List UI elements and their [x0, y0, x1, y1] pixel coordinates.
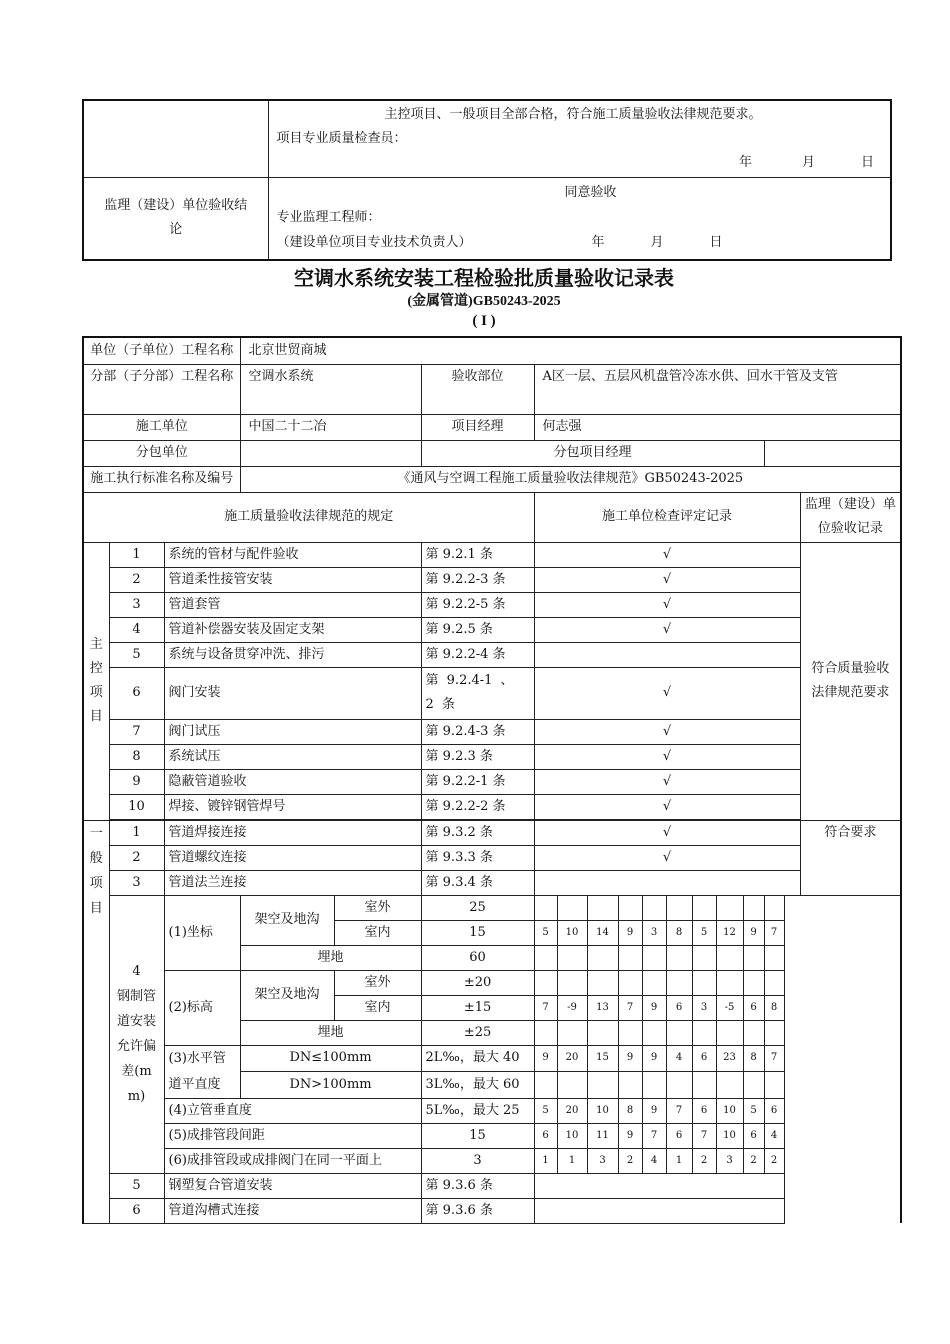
vertical-measure: 7 [666, 1098, 692, 1123]
straight-measure: 8 [743, 1045, 764, 1072]
general-row-no: 1 [109, 820, 164, 845]
spacing-measure: 4 [764, 1123, 784, 1148]
spacing-measure: 7 [692, 1123, 716, 1148]
elev-outdoor-label: 室外 [334, 970, 421, 995]
spacing-measure: 11 [587, 1123, 618, 1148]
measure-cell [534, 970, 557, 995]
coord-measure: 14 [587, 920, 618, 945]
main-row-clause: 第 9.2.2-5 条 [421, 592, 534, 617]
dn-large-tol: 3L‰，最大 60 [421, 1072, 534, 1099]
top-conclusion-table [82, 99, 892, 261]
measure-cell [666, 1072, 692, 1099]
general-row-no: 6 [109, 1198, 164, 1223]
measure-cell [534, 1072, 557, 1099]
general-row-clause: 第 9.3.6 条 [421, 1173, 534, 1198]
general-row-name: 管道螺纹连接 [164, 845, 421, 870]
elev-measure: 6 [666, 995, 692, 1020]
main-row-no: 7 [109, 719, 164, 744]
elev-measure: 7 [534, 995, 557, 1020]
main-row-name: 管道套管 [164, 592, 421, 617]
straight-label: (3)水平管道平直度 [164, 1045, 240, 1098]
general-row-no: 2 [109, 845, 164, 870]
straight-measure: 4 [666, 1045, 692, 1072]
top-empty-cell [83, 100, 268, 178]
measure-cell [716, 1020, 743, 1045]
measure-cell [666, 970, 692, 995]
elev-measure: -9 [557, 995, 587, 1020]
measure-cell [692, 895, 716, 920]
measure-cell [557, 945, 587, 970]
general-row-check [534, 1198, 784, 1223]
coord-measure: 12 [716, 920, 743, 945]
general-row-clause: 第 9.3.3 条 [421, 845, 534, 870]
plane-measure: 2 [764, 1148, 784, 1173]
elev-measure: 9 [642, 995, 666, 1020]
coord-measure: 8 [666, 920, 692, 945]
main-row-no: 10 [109, 794, 164, 819]
measure-cell [692, 970, 716, 995]
measure-cell [716, 970, 743, 995]
elev-measure: 8 [764, 995, 784, 1020]
plane-tol: 3 [421, 1148, 534, 1173]
elev-measure: 3 [692, 995, 716, 1020]
elev-buried-tol: ±25 [421, 1020, 534, 1045]
plane-measure: 1 [534, 1148, 557, 1173]
coord-outdoor-label: 室外 [334, 895, 421, 920]
spacing-measure: 6 [743, 1123, 764, 1148]
main-row-clause: 第 9.2.2-2 条 [421, 794, 534, 819]
plane-label: (6)成排管段或成排阀门在同一平面上 [164, 1148, 421, 1173]
measure-cell [692, 945, 716, 970]
plane-measure: 3 [716, 1148, 743, 1173]
plane-measure: 2 [692, 1148, 716, 1173]
measure-cell [534, 945, 557, 970]
general-row-check: √ [534, 845, 800, 870]
spacing-measure: 10 [716, 1123, 743, 1148]
main-row-name: 阀门安装 [164, 667, 421, 719]
general-row-no: 3 [109, 870, 164, 895]
general-row-no: 5 [109, 1173, 164, 1198]
plane-measure: 4 [642, 1148, 666, 1173]
elev-measure: 7 [618, 995, 642, 1020]
general-row-name: 钢塑复合管道安装 [164, 1173, 421, 1198]
general-row-clause: 第 9.3.6 条 [421, 1198, 534, 1223]
supervision-conclusion-cell [268, 178, 891, 260]
right-blank [784, 895, 800, 1223]
straight-measure: 9 [618, 1045, 642, 1072]
measure-cell [692, 1020, 716, 1045]
inspection-record-table [82, 336, 902, 1224]
coord-label: (1)坐标 [164, 895, 240, 970]
conclusion-text: 主控项目、一般项目全部合格，符合施工质量验收法律规范要求。 [384, 107, 762, 122]
coord-buried-tol: 60 [421, 945, 534, 970]
contractor-conclusion-cell [268, 100, 891, 178]
coord-measure: 5 [692, 920, 716, 945]
main-row-check: √ [534, 617, 800, 642]
standard-label: 施工执行标准名称及编号 [83, 466, 240, 492]
sub-manager-value [764, 440, 901, 466]
vertical-label: (4)立管垂直度 [164, 1098, 421, 1123]
part-label: 验收部位 [421, 364, 534, 414]
spec-header: 施工质量验收法律规范的规定 [83, 492, 534, 542]
inspector-date: 年 月 日 [738, 155, 874, 170]
vertical-measure: 10 [587, 1098, 618, 1123]
measure-cell [743, 945, 764, 970]
main-row-name: 管道柔性接管安装 [164, 567, 421, 592]
agree-text: 同意验收 [564, 185, 617, 200]
coord-measure: 10 [557, 920, 587, 945]
main-row-name: 系统与设备贯穿冲洗、排污 [164, 642, 421, 667]
straight-measure: 9 [534, 1045, 557, 1072]
main-row-clause: 第 9.2.2-1 条 [421, 769, 534, 794]
spacing-measure: 10 [557, 1123, 587, 1148]
spacing-tol: 15 [421, 1123, 534, 1148]
main-row-name: 系统的管材与配件验收 [164, 542, 421, 567]
elev-label: (2)标高 [164, 970, 240, 1045]
main-row-check: √ [534, 592, 800, 617]
measure-cell [587, 945, 618, 970]
coord-measure: 7 [764, 920, 784, 945]
measure-cell [764, 1020, 784, 1045]
plane-measure: 2 [618, 1148, 642, 1173]
measure-cell [764, 945, 784, 970]
coord-measure: 3 [642, 920, 666, 945]
subcontractor-value [240, 440, 421, 466]
coord-outdoor-tol: 25 [421, 895, 534, 920]
elev-indoor-label: 室内 [334, 995, 421, 1020]
main-row-no: 8 [109, 744, 164, 769]
spacing-measure: 7 [642, 1123, 666, 1148]
dn-small-label: DN≤100mm [240, 1045, 421, 1072]
main-row-name: 焊接、镀锌钢管焊号 [164, 794, 421, 819]
plane-measure: 1 [666, 1148, 692, 1173]
manager-value: 何志强 [534, 414, 901, 440]
measure-cell [642, 970, 666, 995]
vertical-measure: 8 [618, 1098, 642, 1123]
measure-cell [666, 895, 692, 920]
general-row-clause: 第 9.3.2 条 [421, 820, 534, 845]
main-row-no: 3 [109, 592, 164, 617]
general-row-name: 管道法兰连接 [164, 870, 421, 895]
engineer-label: 专业监理工程师： [276, 210, 381, 225]
main-row-clause: 第 9.2.4-1 、 2 条 [421, 667, 534, 719]
owner-date-line: （建设单位项目专业技术负责人） 年 月 日 [276, 235, 723, 250]
main-row-clause: 第 9.2.4-3 条 [421, 719, 534, 744]
dn-small-tol: 2L‰，最大 40 [421, 1045, 534, 1072]
measure-cell [642, 945, 666, 970]
measure-cell [716, 1072, 743, 1099]
general-row-name: 管道沟槽式连接 [164, 1198, 421, 1223]
measure-cell [764, 1072, 784, 1099]
elev-outdoor-tol: ±20 [421, 970, 534, 995]
plane-measure: 2 [743, 1148, 764, 1173]
main-row-check: √ [534, 719, 800, 744]
coord-measure: 9 [743, 920, 764, 945]
elev-indoor-tol: ±15 [421, 995, 534, 1020]
measure-cell [618, 1020, 642, 1045]
main-row-no: 6 [109, 667, 164, 719]
sub-value: 空调水系统 [240, 364, 421, 414]
measure-cell [764, 970, 784, 995]
coord-measure: 9 [618, 920, 642, 945]
measure-cell [557, 1020, 587, 1045]
main-row-name: 系统试压 [164, 744, 421, 769]
main-row-check: √ [534, 567, 800, 592]
measure-cell [692, 1072, 716, 1099]
contractor-label: 施工单位 [83, 414, 240, 440]
main-row-name: 管道补偿器安装及固定支架 [164, 617, 421, 642]
measure-cell [743, 1072, 764, 1099]
main-items-label: 主控项目 [83, 542, 109, 820]
general-row-name: 管道焊接连接 [164, 820, 421, 845]
measure-cell [618, 970, 642, 995]
straight-measure: 23 [716, 1045, 743, 1072]
coord-indoor-tol: 15 [421, 920, 534, 945]
owner-label: （建设单位项目专业技术负责人） [276, 235, 472, 250]
spacing-label: (5)成排管段间距 [164, 1123, 421, 1148]
standard-value: 《通风与空调工程施工质量验收法律规范》GB50243-2025 [240, 466, 901, 492]
main-row-clause: 第 9.2.2-3 条 [421, 567, 534, 592]
measure-cell [716, 945, 743, 970]
elev-overhead-label: 架空及地沟 [240, 970, 334, 1020]
main-row-check [534, 642, 800, 667]
item4-label-cell [109, 895, 164, 1173]
measure-cell [587, 1020, 618, 1045]
elev-measure: 13 [587, 995, 618, 1020]
vertical-measure: 5 [534, 1098, 557, 1123]
vertical-measure: 9 [642, 1098, 666, 1123]
straight-measure: 7 [764, 1045, 784, 1072]
general-items-conclusion: 符合要求 [800, 820, 901, 895]
measure-cell [642, 1020, 666, 1045]
main-row-no: 4 [109, 617, 164, 642]
measure-cell [557, 895, 587, 920]
main-row-check: √ [534, 667, 800, 719]
general-row-clause: 第 9.3.4 条 [421, 870, 534, 895]
measure-cell [642, 1072, 666, 1099]
vertical-measure: 6 [764, 1098, 784, 1123]
main-row-check: √ [534, 744, 800, 769]
manager-label: 项目经理 [421, 414, 534, 440]
measure-cell [743, 1020, 764, 1045]
supervision-label: 监理（建设）单位验收结论 [83, 178, 268, 260]
contractor-value: 中国二十二冶 [240, 414, 421, 440]
general-items-label: 一般项目 [83, 820, 109, 1223]
vertical-tol: 5L‰，最大 25 [421, 1098, 534, 1123]
vertical-measure: 5 [743, 1098, 764, 1123]
part-value: A区一层、五层风机盘管冷冻水供、回水干管及支管 [534, 364, 901, 414]
unit-value: 北京世贸商城 [240, 337, 901, 364]
vertical-measure: 10 [716, 1098, 743, 1123]
vertical-measure: 20 [557, 1098, 587, 1123]
general-row-check [534, 870, 800, 895]
measure-cell [666, 1020, 692, 1045]
elev-measure: 6 [743, 995, 764, 1020]
measure-cell [618, 895, 642, 920]
measure-cell [716, 895, 743, 920]
item4-no: 4 [132, 964, 141, 979]
check-header: 施工单位检查评定记录 [534, 492, 800, 542]
sub-label: 分部（子分部）工程名称 [83, 364, 240, 414]
main-row-check: √ [534, 542, 800, 567]
vertical-measure: 6 [692, 1098, 716, 1123]
main-row-no: 2 [109, 567, 164, 592]
elev-measure: -5 [716, 995, 743, 1020]
straight-measure: 20 [557, 1045, 587, 1072]
document-title: 空调水系统安装工程检验批质量验收记录表 [294, 266, 674, 290]
unit-label: 单位（子单位）工程名称 [83, 337, 240, 364]
measure-cell [557, 1072, 587, 1099]
straight-measure: 15 [587, 1045, 618, 1072]
main-row-check: √ [534, 769, 800, 794]
item4-label: 钢制管道安装允许偏差(mm) [116, 989, 156, 1104]
coord-overhead-label: 架空及地沟 [240, 895, 334, 945]
right-blank-2 [800, 895, 901, 1223]
supervision-header: 监理（建设）单位验收记录 [800, 492, 901, 542]
main-items-conclusion: 符合质量验收法律规范要求 [800, 542, 901, 820]
main-row-name: 阀门试压 [164, 719, 421, 744]
main-row-clause: 第 9.2.5 条 [421, 617, 534, 642]
main-row-check: √ [534, 794, 800, 819]
main-row-name: 隐蔽管道验收 [164, 769, 421, 794]
spacing-measure: 9 [618, 1123, 642, 1148]
main-row-clause: 第 9.2.2-4 条 [421, 642, 534, 667]
spacing-measure: 6 [666, 1123, 692, 1148]
dn-large-label: DN>100mm [240, 1072, 421, 1099]
inspector-label: 项目专业质量检查员： [276, 131, 407, 146]
measure-cell [618, 945, 642, 970]
measure-cell [587, 970, 618, 995]
coord-measure: 5 [534, 920, 557, 945]
measure-cell [587, 895, 618, 920]
general-row-check: √ [534, 820, 800, 845]
subcontractor-label: 分包单位 [83, 440, 240, 466]
spacing-measure: 6 [534, 1123, 557, 1148]
measure-cell [666, 945, 692, 970]
coord-buried-label: 埋地 [240, 945, 421, 970]
measure-cell [587, 1072, 618, 1099]
measure-cell [534, 1020, 557, 1045]
main-row-clause: 第 9.2.3 条 [421, 744, 534, 769]
straight-measure: 9 [642, 1045, 666, 1072]
measure-cell [764, 895, 784, 920]
plane-measure: 1 [557, 1148, 587, 1173]
general-row-check [534, 1173, 784, 1198]
measure-cell [642, 895, 666, 920]
measure-cell [743, 970, 764, 995]
elev-buried-label: 埋地 [240, 1020, 421, 1045]
measure-cell [557, 970, 587, 995]
plane-measure: 3 [587, 1148, 618, 1173]
main-row-no: 1 [109, 542, 164, 567]
measure-cell [534, 895, 557, 920]
main-row-clause: 第 9.2.1 条 [421, 542, 534, 567]
coord-indoor-label: 室内 [334, 920, 421, 945]
straight-measure: 6 [692, 1045, 716, 1072]
main-row-no: 9 [109, 769, 164, 794]
measure-cell [743, 895, 764, 920]
measure-cell [618, 1072, 642, 1099]
document-subtitle: (金属管道)GB50243-2025 [407, 294, 561, 309]
main-row-no: 5 [109, 642, 164, 667]
document-part: ( I ) [472, 313, 496, 329]
sub-manager-label: 分包项目经理 [421, 440, 764, 466]
